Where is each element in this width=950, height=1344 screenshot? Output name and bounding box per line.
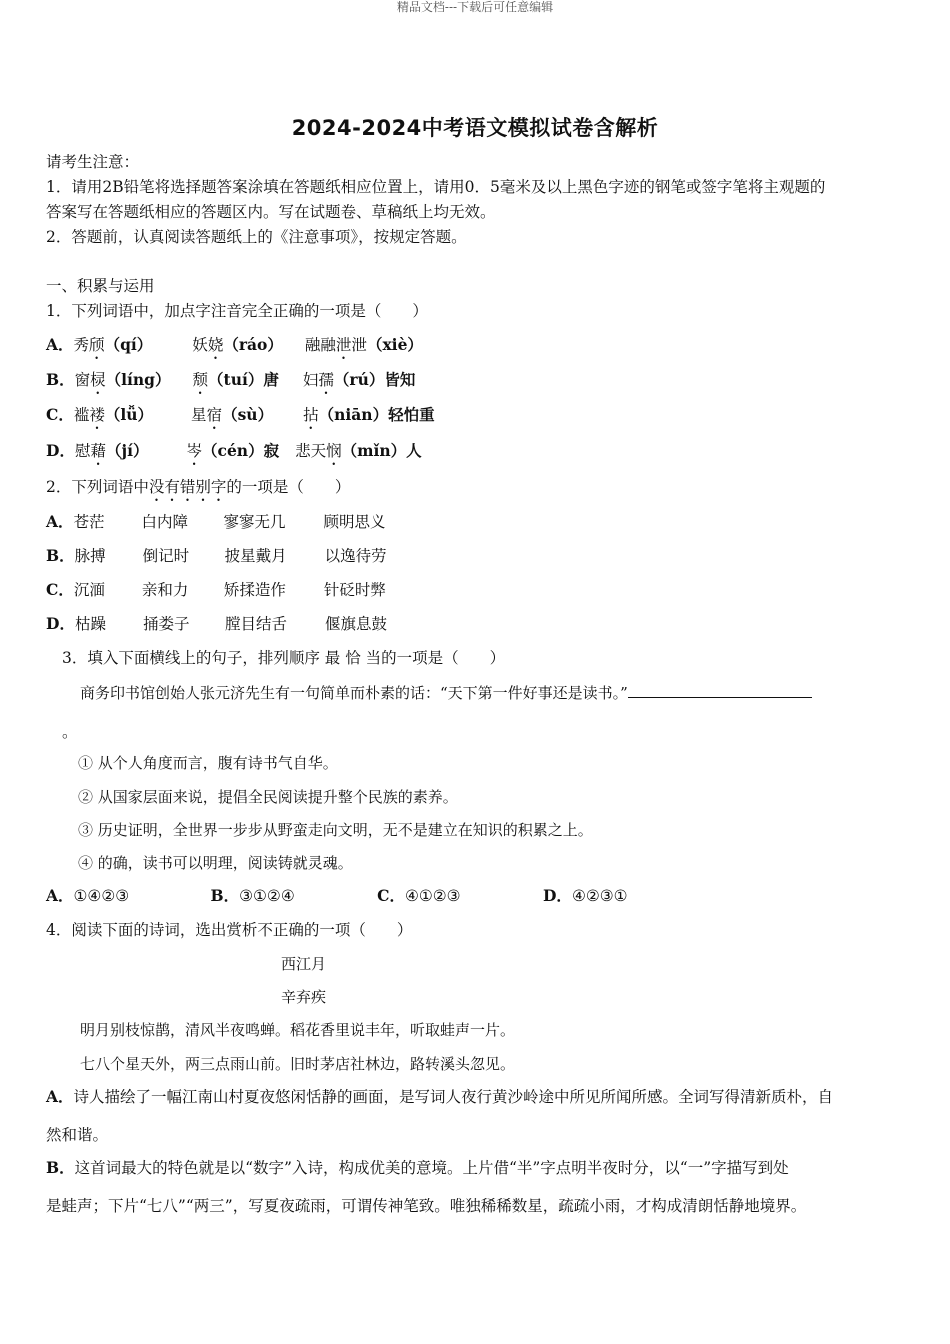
word: 妖	[192, 336, 208, 354]
dotted-char: 岑	[186, 442, 202, 460]
question-1-option-a	[46, 335, 423, 363]
sentence-4: ④ 的确，读书可以明理，阅读铸就灵魂。	[78, 854, 353, 872]
poem-line-1: 明月别枝惊鹊，清风半夜鸣蝉。稻花香里说丰年，听取蛙声一片。	[80, 1021, 516, 1039]
question-1-option-d	[46, 441, 422, 469]
word: 秀	[73, 336, 90, 354]
word: 枯躁	[74, 615, 106, 633]
sentence-1: ① 从个人角度而言，腹有诗书气自华。	[78, 754, 338, 772]
word: 针砭时弊	[323, 581, 386, 599]
question-2-option-c	[46, 580, 386, 600]
answer-blank	[628, 683, 812, 698]
notice-line-1: 1．请用2B铅笔将选择题答案涂填在答题纸相应位置上，请用0．5毫米及以上黑色字迹的钢笔或签字笔将主观题的	[46, 178, 826, 196]
word: 悲天	[295, 442, 327, 460]
stem-text: 2．下列词语中	[46, 478, 149, 496]
option-label: B．	[210, 886, 240, 905]
dotted-char: 泄	[335, 336, 352, 354]
word: 亲和力	[141, 581, 189, 599]
word: 膛目结舌	[224, 615, 287, 633]
option-label: A．	[46, 886, 74, 905]
word: 以逸待劳	[324, 547, 387, 565]
question-2-stem	[46, 477, 350, 505]
option-label: D．	[46, 614, 75, 633]
option-text: 诗人描绘了一幅江南山村夏夜悠闲恬静的画面，是写词人夜行黄沙岭途中所见所闻所感。全词写得清新质朴，自	[73, 1088, 834, 1106]
sentence-2: ② 从国家层面来说，提倡全民阅读提升整个民族的素养。	[78, 788, 458, 806]
option-value: ①④②③	[73, 887, 130, 905]
page-header: 精品文档---下载后可任意编辑	[396, 0, 554, 14]
word: 白内障	[141, 513, 189, 531]
word: 苍茫	[73, 513, 105, 531]
option-value: ③①②④	[239, 887, 295, 905]
question-2-option-a	[46, 512, 386, 532]
option-label: A．	[46, 512, 74, 531]
option-label: A．	[46, 335, 74, 354]
pinyin: （cén）寂	[202, 441, 280, 460]
dotted-char: 孺	[318, 371, 334, 389]
dotted-char: 棂	[90, 371, 106, 389]
word: 妇	[302, 371, 319, 389]
dotted-char: 娆	[207, 336, 224, 354]
option-label: B．	[46, 546, 75, 565]
word: 星	[191, 406, 207, 424]
dotted-char: 拈	[303, 406, 319, 424]
poem-title: 西江月	[281, 955, 327, 973]
question-4-option-a-line-1	[46, 1087, 833, 1107]
pinyin: （xiè）	[366, 335, 423, 354]
word: 披星戴月	[224, 547, 287, 565]
word: 窗	[74, 371, 91, 389]
sentence-3: ③ 历史证明，全世界一步步从野蛮走向文明，无不是建立在知识的积累之上。	[78, 821, 593, 839]
pinyin: （ráo）	[223, 335, 283, 354]
section-heading: 一、积累与运用	[46, 277, 155, 295]
option-label: C．	[46, 405, 74, 424]
notice-line-3: 2．答题前，认真阅读答题纸上的《注意事项》，按规定答题。	[46, 228, 467, 246]
question-4-option-b-line-1	[46, 1158, 789, 1178]
option-label: D．	[542, 886, 572, 905]
pinyin: （jí）	[105, 441, 149, 460]
dotted-char: 宿	[206, 406, 223, 424]
option-text: 这首词最大的特色就是以“数字”入诗，构成优美的意境。上片借“半”字点明半夜时分，以“一”字描写到处	[74, 1159, 789, 1177]
word: 顾明思义	[323, 513, 386, 531]
word: 慰	[74, 442, 91, 460]
question-2-option-d	[46, 614, 387, 634]
pinyin: （mǐn）人	[341, 441, 422, 460]
word: 寥寥无几	[223, 513, 286, 531]
option-label: C．	[377, 886, 405, 905]
question-2-option-b	[46, 546, 387, 566]
option-value: ④①②③	[404, 887, 461, 905]
dotted-char: 颀	[89, 336, 105, 354]
pinyin: （niān）轻怕重	[318, 405, 435, 424]
question-4-option-a-line-2: 然和谐。	[46, 1126, 109, 1144]
question-1-option-b	[46, 370, 415, 398]
question-1-stem: 1．下列词语中，加点字注音完全正确的一项是（ ）	[46, 302, 428, 320]
pinyin: （rú）皆知	[333, 370, 416, 389]
word: 倒记时	[142, 547, 190, 565]
question-4-stem: 4．阅读下面的诗词，选出赏析不正确的一项（ ）	[46, 921, 413, 939]
option-label: C．	[46, 580, 74, 599]
word: 沉湎	[73, 581, 105, 599]
word: 捅娄子	[142, 615, 190, 633]
option-label: B．	[46, 370, 75, 389]
option-label: A．	[46, 1087, 74, 1106]
dotted-char: 褛	[89, 406, 105, 424]
question-3-stem: 3．填入下面横线上的句子，排列顺序 最 恰 当的一项是（ ）	[62, 649, 506, 667]
dotted-char: 颓	[192, 371, 209, 389]
word: 融融	[304, 336, 336, 354]
dotted-text: 没有错别字	[148, 478, 227, 496]
passage-text: 商务印书馆创始人张元济先生有一句简单而朴素的话：“天下第一件好事还是读书。”	[80, 684, 628, 702]
pinyin: （qí）	[104, 335, 153, 354]
notice-heading: 请考生注意：	[46, 153, 140, 171]
notice-line-2: 答案写在答题纸相应的答题区内。写在试题卷、草稿纸上均无效。	[46, 203, 496, 221]
pinyin: （tuí）唐	[208, 370, 279, 389]
word: 偃旗息鼓	[324, 615, 387, 633]
pinyin: （sù）	[222, 405, 274, 424]
poem-line-2: 七八个星天外，两三点雨山前。旧时茅店社林边，路转溪头忽见。	[80, 1055, 516, 1073]
question-3-text	[80, 683, 812, 703]
question-3-options	[46, 886, 628, 906]
pinyin: （lǚ）	[104, 405, 154, 424]
word: 脉搏	[74, 547, 106, 565]
option-value: ④②③①	[571, 887, 628, 905]
stem-text: 的一项是（ ）	[226, 478, 351, 496]
option-label: B．	[46, 1158, 75, 1177]
word: 泄	[351, 336, 367, 354]
page-title: 2024-2024中考语文模拟试卷含解析	[291, 116, 659, 140]
word: 褴	[73, 406, 90, 424]
option-label: D．	[46, 441, 75, 460]
poem-author: 辛弃疾	[281, 988, 327, 1006]
question-3-end: 。	[62, 723, 78, 741]
pinyin: （líng）	[105, 370, 171, 389]
question-1-option-c	[46, 405, 435, 433]
question-4-option-b-line-2: 是蛙声；下片“七八”“两三”，写夏夜疏雨，可谓传神笔致。唯独稀稀数星，疏疏小雨，才构成清朗恬静地境界。	[46, 1197, 807, 1215]
word: 矫揉造作	[223, 581, 286, 599]
dotted-char: 悯	[326, 442, 342, 460]
dotted-char: 藉	[90, 442, 106, 460]
